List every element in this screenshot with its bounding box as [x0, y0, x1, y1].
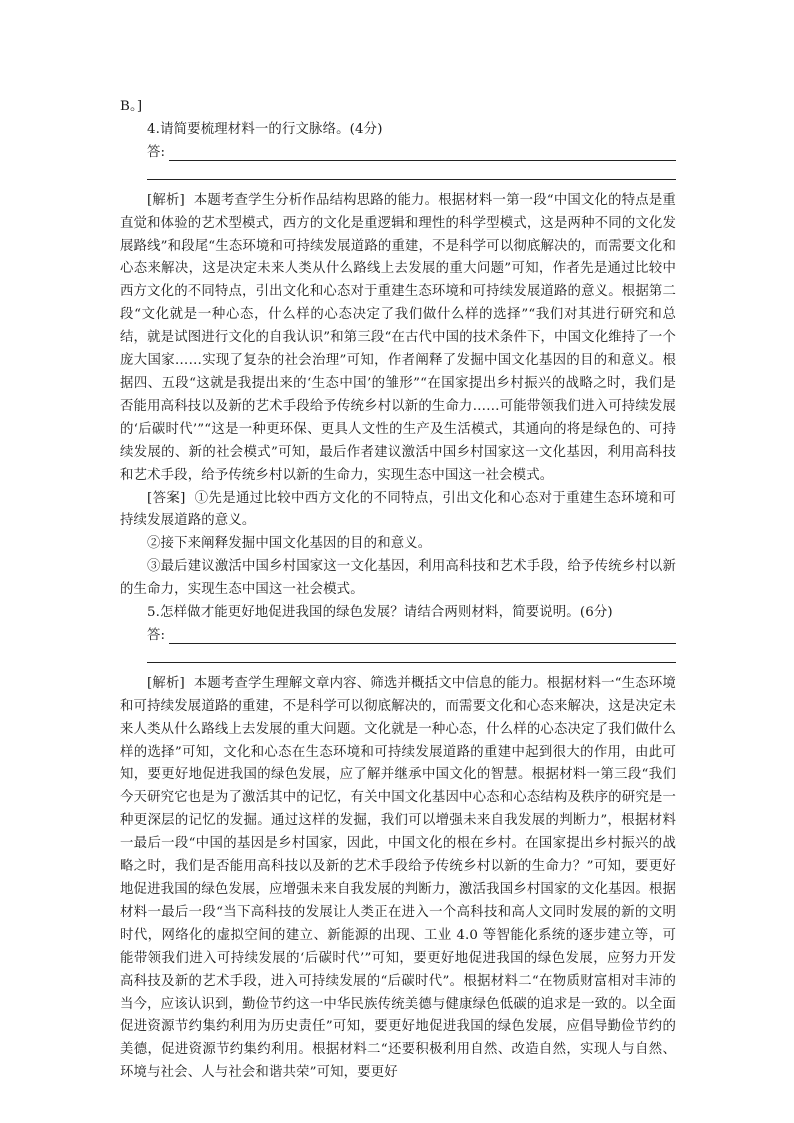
answer-line-4	[147, 142, 676, 165]
answer-label: 答:	[147, 144, 166, 160]
analysis-5	[120, 673, 676, 1085]
answer-item: ①先是通过比较中西方文化的不同特点，引出文化和心态对于重建生态环境和可持续发展道路的意义。	[120, 490, 676, 529]
answer-4-2: ②接下来阐释发掘中国文化基因的目的和意义。	[147, 536, 432, 552]
answer-line-5	[147, 625, 676, 648]
analysis-text: 本题考查学生理解文章内容、筛选并概括文中信息的能力。根据材料一“生态环境和可持续发展道路的重建，不是科学可以彻底解决的，而需要文化和心态来解决，这是决定未来人类从什么路线上去发展的重大问题。文化就是一种心态，什么样的心态决定了我们做什么样的选择”可知，文化和心态在生态环境和可持续发展道路的重建中起到很大的作用，由此可知，要更好地促进我国的绿色发展，应了解并继承中国文化的智慧。根据材料一第三段“我们今天研究它也是为了激活其中的记忆，有关中国文化基因中心态和心态结构及秩序的研究是一种更深层的记忆的发掘。通过这样的发掘，我们可以增强未来自我发展的判断力”，根据材料一最后一段“中国的基因是乡村国家，因此，中国文化的根在乡村。在国家提出乡村振兴的战略之时，我们是否能用高科技以及新的艺术手段给予传统乡村以新的生命力？”可知，要更好地促进我国的绿色发展，应增强未来自我发展的判断力，激活我国乡村国家的文化基因。根据材料一最后一段“当下高科技的发展让人类正在进入一个高科技和高人文同时发展的新的文明时代，网络化的虚拟空间的建立、新能源的出现、工业 4.0 等智能化系统的逐步建立等，可能带领我们进入可持续发展的‘后碳时代’”可知，要更好地促进我国的绿色发展，应努力开发高科技及新的艺术手段，进入可持续发展的“后碳时代”。根据材料二“在物质财富相对丰沛的当今，应该认识到，勤俭节约这一中华民族传统美德与健康绿色低碳的追求是一致的。以全面促进资源节约集约利用为历史责任”可知，要更好地促进我国的绿色发展，应倡导勤俭节约的美德，促进资源节约集约利用。根据材料二“还要积极利用自然、改造自然，实现人与自然、环境与社会、人与社会和谐共荣”可知，要更好	[120, 675, 676, 1081]
answer-rule	[169, 628, 676, 644]
answer-tag: [答案]	[147, 490, 186, 506]
question-5: 5.怎样做才能更好地促进我国的绿色发展？请结合两则材料，简要说明。(6分)	[147, 605, 613, 621]
analysis-4	[120, 190, 676, 488]
answer-label: 答:	[147, 627, 166, 643]
answer-4-1	[120, 488, 676, 534]
answer-4-3: ③最后建议激活中国乡村国家这一文化基因，利用高科技和艺术手段，给予传统乡村以新的生命力，实现生态中国这一社会模式。	[120, 559, 676, 598]
analysis-tag: [解析]	[147, 192, 185, 208]
answer-rule-2	[147, 165, 676, 180]
question-4: 4.请简要梳理材料一的行文脉络。(4分)	[147, 121, 383, 137]
analysis-text: 本题考查学生分析作品结构思路的能力。根据材料一第一段“中国文化的特点是重直觉和体验的艺术型模式，西方的文化是重逻辑和理性的科学型模式，这是两种不同的文化发展路线”和段尾“生态环境和可持续发展道路的重建，不是科学可以彻底解决的，而需要文化和心态来解决，这是决定未来人类从什么路线上去发展的重大问题”可知，作者先是通过比较中西方文化的不同特点，引出文化和心态对于重建生态环境和可持续发展道路的意义。根据第二段“文化就是一种心态，什么样的心态决定了我们做什么样的选择”“我们对其进行研究和总结，就是试图进行文化的自我认识”和第三段“在古代中国的技术条件下，中国文化维持了一个庞大国家……实现了复杂的社会治理”可知，作者阐释了发掘中国文化基因的目的和意义。根据四、五段“这就是我提出来的‘生态中国’的雏形”“在国家提出乡村振兴的战略之时，我们是否能用高科技以及新的艺术手段给予传统乡村以新的生命力……可能带领我们进入可持续发展的‘后碳时代’”“这是一种更环保、更具人文性的生产及生活模式，其通向的将是绿色的、可持续发展的、新的社会模式”可知，最后作者建议激活中国乡村国家这一文化基因，利用高科技和艺术手段，给予传统乡村以新的生命力，实现生态中国这一社会模式。	[120, 192, 676, 483]
answer-rule	[169, 145, 676, 161]
top-fragment: B。]	[120, 99, 143, 114]
answer-rule-2	[147, 648, 676, 663]
analysis-tag: [解析]	[147, 675, 185, 691]
